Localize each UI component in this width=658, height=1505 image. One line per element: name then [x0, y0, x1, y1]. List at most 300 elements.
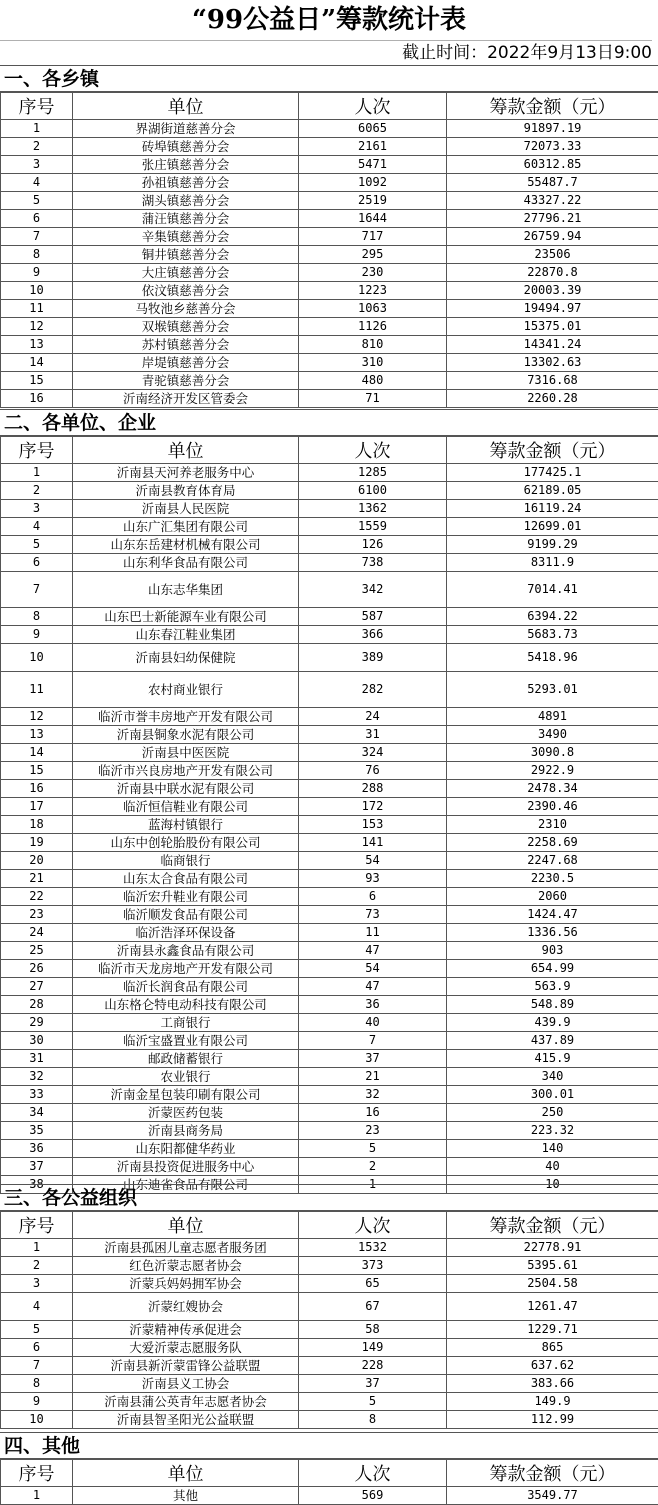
row-count: 54 [299, 852, 447, 870]
table-row [1, 174, 658, 192]
row-count: 228 [299, 1357, 447, 1375]
row-amount: 22778.91 [447, 1239, 658, 1257]
row-unit: 沂南县铜象水泥有限公司 [73, 726, 299, 744]
row-unit: 沂南县教育体育局 [73, 482, 299, 500]
row-amount: 2310 [447, 816, 658, 834]
row-count: 373 [299, 1257, 447, 1275]
table-row [1, 1339, 658, 1357]
row-amount: 1261.47 [447, 1293, 658, 1321]
table-row [1, 210, 658, 228]
table-row [1, 318, 658, 336]
row-unit: 青驼镇慈善分会 [73, 372, 299, 390]
row-no: 3 [1, 156, 73, 174]
row-no: 25 [1, 942, 73, 960]
table-row [1, 518, 658, 536]
row-count: 141 [299, 834, 447, 852]
row-no: 6 [1, 210, 73, 228]
table-row [1, 780, 658, 798]
row-no: 7 [1, 228, 73, 246]
table-row [1, 464, 658, 482]
row-unit: 双堠镇慈善分会 [73, 318, 299, 336]
row-unit: 沂南县永鑫食品有限公司 [73, 942, 299, 960]
row-unit: 山东太合食品有限公司 [73, 870, 299, 888]
row-amount: 2060 [447, 888, 658, 906]
row-amount: 91897.19 [447, 120, 658, 138]
row-amount: 2230.5 [447, 870, 658, 888]
row-count: 288 [299, 780, 447, 798]
row-no: 10 [1, 1411, 73, 1429]
row-amount: 23506 [447, 246, 658, 264]
row-amount: 865 [447, 1339, 658, 1357]
data-table [0, 436, 658, 1194]
table-row [1, 228, 658, 246]
row-unit: 临沂宝盛置业有限公司 [73, 1032, 299, 1050]
row-no: 22 [1, 888, 73, 906]
header-row [1, 1460, 658, 1487]
row-unit: 临沂浩泽环保设备 [73, 924, 299, 942]
row-unit: 沂南金星包装印刷有限公司 [73, 1086, 299, 1104]
row-amount: 1229.71 [447, 1321, 658, 1339]
row-count: 1285 [299, 464, 447, 482]
header-row [1, 93, 658, 120]
table-row [1, 608, 658, 626]
row-unit: 岸堤镇慈善分会 [73, 354, 299, 372]
row-no: 35 [1, 1122, 73, 1140]
row-unit: 临沂宏升鞋业有限公司 [73, 888, 299, 906]
row-unit: 临商银行 [73, 852, 299, 870]
header-row [1, 437, 658, 464]
row-count: 6100 [299, 482, 447, 500]
table-row [1, 852, 658, 870]
row-no: 15 [1, 372, 73, 390]
row-no: 13 [1, 726, 73, 744]
row-no: 9 [1, 264, 73, 282]
row-count: 282 [299, 672, 447, 708]
row-no: 3 [1, 1275, 73, 1293]
table-row [1, 536, 658, 554]
row-unit: 大爱沂蒙志愿服务队 [73, 1339, 299, 1357]
section-title: 一、各乡镇 [0, 66, 658, 92]
row-amount: 903 [447, 942, 658, 960]
row-unit: 山东中创轮胎股份有限公司 [73, 834, 299, 852]
row-count: 6065 [299, 120, 447, 138]
table-row [1, 816, 658, 834]
row-no: 1 [1, 1487, 73, 1505]
row-amount: 2922.9 [447, 762, 658, 780]
row-amount: 2504.58 [447, 1275, 658, 1293]
row-count: 810 [299, 336, 447, 354]
row-amount: 13302.63 [447, 354, 658, 372]
row-amount: 548.89 [447, 996, 658, 1014]
row-amount: 149.9 [447, 1393, 658, 1411]
row-amount: 14341.24 [447, 336, 658, 354]
row-count: 6 [299, 888, 447, 906]
row-unit: 临沂市兴良房地产开发有限公司 [73, 762, 299, 780]
row-no: 29 [1, 1014, 73, 1032]
row-unit: 沂南县蒲公英青年志愿者协会 [73, 1393, 299, 1411]
row-no: 27 [1, 978, 73, 996]
table-row [1, 834, 658, 852]
header-count: 人次 [299, 437, 447, 464]
row-unit: 张庄镇慈善分会 [73, 156, 299, 174]
table-row [1, 1068, 658, 1086]
row-amount: 5395.61 [447, 1257, 658, 1275]
row-amount: 26759.94 [447, 228, 658, 246]
row-unit: 沂南县天河养老服务中心 [73, 464, 299, 482]
row-count: 58 [299, 1321, 447, 1339]
row-no: 1 [1, 464, 73, 482]
row-count: 153 [299, 816, 447, 834]
row-no: 6 [1, 1339, 73, 1357]
row-unit: 沂南县义工协会 [73, 1375, 299, 1393]
row-unit: 红色沂蒙志愿者协会 [73, 1257, 299, 1275]
row-unit: 沂南县智圣阳光公益联盟 [73, 1411, 299, 1429]
row-amount: 2260.28 [447, 390, 658, 408]
table-row [1, 1050, 658, 1068]
row-amount: 5683.73 [447, 626, 658, 644]
header-amount: 筹款金额（元） [447, 93, 658, 120]
row-count: 1532 [299, 1239, 447, 1257]
row-unit: 沂蒙兵妈妈拥军协会 [73, 1275, 299, 1293]
row-unit: 苏村镇慈善分会 [73, 336, 299, 354]
row-amount: 72073.33 [447, 138, 658, 156]
row-amount: 43327.22 [447, 192, 658, 210]
row-count: 1559 [299, 518, 447, 536]
table-row [1, 554, 658, 572]
row-count: 31 [299, 726, 447, 744]
section-enterprises [0, 409, 658, 1194]
row-unit: 沂南经济开发区管委会 [73, 390, 299, 408]
row-unit: 沂南县商务局 [73, 1122, 299, 1140]
table-row [1, 336, 658, 354]
row-no: 2 [1, 1257, 73, 1275]
table-row [1, 708, 658, 726]
row-no: 5 [1, 536, 73, 554]
row-unit: 农村商业银行 [73, 672, 299, 708]
header-count: 人次 [299, 93, 447, 120]
data-table [0, 1459, 658, 1505]
row-no: 11 [1, 300, 73, 318]
row-no: 6 [1, 554, 73, 572]
row-no: 9 [1, 1393, 73, 1411]
row-amount: 4891 [447, 708, 658, 726]
row-no: 28 [1, 996, 73, 1014]
table-row [1, 906, 658, 924]
section-towns [0, 65, 658, 408]
table-row [1, 156, 658, 174]
row-count: 47 [299, 942, 447, 960]
row-no: 31 [1, 1050, 73, 1068]
row-count: 5 [299, 1140, 447, 1158]
row-count: 40 [299, 1014, 447, 1032]
table-row [1, 1411, 658, 1429]
row-unit: 沂南县妇幼保健院 [73, 644, 299, 672]
row-no: 8 [1, 246, 73, 264]
header-amount: 筹款金额（元） [447, 1212, 658, 1239]
table-row [1, 744, 658, 762]
table-row [1, 1357, 658, 1375]
row-amount: 62189.05 [447, 482, 658, 500]
table-row [1, 798, 658, 816]
table-row [1, 390, 658, 408]
table-row [1, 192, 658, 210]
row-count: 1 [299, 1176, 447, 1194]
row-no: 11 [1, 672, 73, 708]
data-table [0, 92, 658, 408]
row-unit: 临沂恒信鞋业有限公司 [73, 798, 299, 816]
row-count: 37 [299, 1375, 447, 1393]
row-unit: 沂南县孤困儿童志愿者服务团 [73, 1239, 299, 1257]
table-row [1, 1393, 658, 1411]
table-row [1, 870, 658, 888]
row-amount: 140 [447, 1140, 658, 1158]
header-unit: 单位 [73, 93, 299, 120]
header-amount: 筹款金额（元） [447, 1460, 658, 1487]
row-unit: 临沂市天龙房地产开发有限公司 [73, 960, 299, 978]
row-count: 717 [299, 228, 447, 246]
table-row [1, 644, 658, 672]
row-count: 54 [299, 960, 447, 978]
section-title: 三、各公益组织 [0, 1185, 658, 1211]
row-count: 1362 [299, 500, 447, 518]
row-unit: 沂蒙红嫂协会 [73, 1293, 299, 1321]
row-no: 7 [1, 572, 73, 608]
table-row [1, 960, 658, 978]
row-no: 34 [1, 1104, 73, 1122]
header-count: 人次 [299, 1460, 447, 1487]
row-no: 13 [1, 336, 73, 354]
row-no: 16 [1, 390, 73, 408]
row-no: 36 [1, 1140, 73, 1158]
header-unit: 单位 [73, 437, 299, 464]
row-count: 569 [299, 1487, 447, 1505]
table-row [1, 1086, 658, 1104]
row-amount: 27796.21 [447, 210, 658, 228]
row-amount: 439.9 [447, 1014, 658, 1032]
table-row [1, 1014, 658, 1032]
row-count: 389 [299, 644, 447, 672]
header-unit: 单位 [73, 1460, 299, 1487]
row-unit: 蒲汪镇慈善分会 [73, 210, 299, 228]
section-other [0, 1432, 658, 1505]
row-count: 1223 [299, 282, 447, 300]
row-count: 23 [299, 1122, 447, 1140]
row-unit: 铜井镇慈善分会 [73, 246, 299, 264]
row-amount: 5418.96 [447, 644, 658, 672]
row-amount: 55487.7 [447, 174, 658, 192]
table-row [1, 762, 658, 780]
row-count: 71 [299, 390, 447, 408]
row-no: 10 [1, 282, 73, 300]
row-amount: 654.99 [447, 960, 658, 978]
row-unit: 山东利华食品有限公司 [73, 554, 299, 572]
row-no: 24 [1, 924, 73, 942]
row-no: 1 [1, 120, 73, 138]
row-no: 3 [1, 500, 73, 518]
row-count: 21 [299, 1068, 447, 1086]
row-count: 65 [299, 1275, 447, 1293]
header-count: 人次 [299, 1212, 447, 1239]
row-count: 366 [299, 626, 447, 644]
row-unit: 蓝海村镇银行 [73, 816, 299, 834]
table-row [1, 120, 658, 138]
row-count: 480 [299, 372, 447, 390]
row-no: 2 [1, 482, 73, 500]
row-count: 1092 [299, 174, 447, 192]
row-count: 73 [299, 906, 447, 924]
row-unit: 孙祖镇慈善分会 [73, 174, 299, 192]
row-no: 20 [1, 852, 73, 870]
row-count: 295 [299, 246, 447, 264]
row-amount: 2247.68 [447, 852, 658, 870]
row-no: 21 [1, 870, 73, 888]
table-row [1, 1375, 658, 1393]
header-no: 序号 [1, 93, 73, 120]
row-amount: 6394.22 [447, 608, 658, 626]
row-amount: 112.99 [447, 1411, 658, 1429]
row-unit: 湖头镇慈善分会 [73, 192, 299, 210]
row-unit: 山东迪雀食品有限公司 [73, 1176, 299, 1194]
table-row [1, 572, 658, 608]
row-no: 30 [1, 1032, 73, 1050]
row-amount: 340 [447, 1068, 658, 1086]
row-amount: 7014.41 [447, 572, 658, 608]
row-amount: 3549.77 [447, 1487, 658, 1505]
row-unit: 沂南县中医医院 [73, 744, 299, 762]
row-unit: 临沂顺发食品有限公司 [73, 906, 299, 924]
row-amount: 40 [447, 1158, 658, 1176]
row-no: 10 [1, 644, 73, 672]
row-no: 15 [1, 762, 73, 780]
table-row [1, 1321, 658, 1339]
row-count: 5 [299, 1393, 447, 1411]
row-count: 67 [299, 1293, 447, 1321]
row-no: 18 [1, 816, 73, 834]
row-amount: 223.32 [447, 1122, 658, 1140]
row-count: 8 [299, 1411, 447, 1429]
row-count: 738 [299, 554, 447, 572]
row-no: 5 [1, 1321, 73, 1339]
row-no: 37 [1, 1158, 73, 1176]
row-no: 19 [1, 834, 73, 852]
table-row [1, 942, 658, 960]
row-count: 342 [299, 572, 447, 608]
row-no: 14 [1, 744, 73, 762]
row-amount: 12699.01 [447, 518, 658, 536]
table-row [1, 264, 658, 282]
row-unit: 工商银行 [73, 1014, 299, 1032]
row-amount: 15375.01 [447, 318, 658, 336]
row-count: 5471 [299, 156, 447, 174]
row-count: 324 [299, 744, 447, 762]
row-no: 23 [1, 906, 73, 924]
row-count: 47 [299, 978, 447, 996]
row-count: 230 [299, 264, 447, 282]
row-unit: 农业银行 [73, 1068, 299, 1086]
row-no: 26 [1, 960, 73, 978]
row-amount: 3490 [447, 726, 658, 744]
header-unit: 单位 [73, 1212, 299, 1239]
data-table [0, 1211, 658, 1429]
table-row [1, 1158, 658, 1176]
row-amount: 7316.68 [447, 372, 658, 390]
row-count: 1644 [299, 210, 447, 228]
row-amount: 437.89 [447, 1032, 658, 1050]
row-amount: 60312.85 [447, 156, 658, 174]
row-amount: 300.01 [447, 1086, 658, 1104]
table-row [1, 726, 658, 744]
row-count: 76 [299, 762, 447, 780]
row-count: 126 [299, 536, 447, 554]
section-title: 四、其他 [0, 1433, 658, 1459]
row-amount: 2258.69 [447, 834, 658, 852]
section-title: 二、各单位、企业 [0, 410, 658, 436]
row-no: 1 [1, 1239, 73, 1257]
table-row [1, 1293, 658, 1321]
row-amount: 3090.8 [447, 744, 658, 762]
row-unit: 沂南县新沂蒙雷锋公益联盟 [73, 1357, 299, 1375]
row-no: 8 [1, 608, 73, 626]
row-no: 17 [1, 798, 73, 816]
row-no: 4 [1, 1293, 73, 1321]
row-unit: 依汶镇慈善分会 [73, 282, 299, 300]
table-row [1, 672, 658, 708]
table-row [1, 1140, 658, 1158]
table-row [1, 1257, 658, 1275]
table-row [1, 1239, 658, 1257]
row-amount: 1424.47 [447, 906, 658, 924]
table-row [1, 1104, 658, 1122]
row-count: 310 [299, 354, 447, 372]
row-amount: 8311.9 [447, 554, 658, 572]
row-no: 33 [1, 1086, 73, 1104]
row-count: 2161 [299, 138, 447, 156]
row-count: 1063 [299, 300, 447, 318]
row-no: 16 [1, 780, 73, 798]
row-count: 24 [299, 708, 447, 726]
table-row [1, 482, 658, 500]
row-amount: 2478.34 [447, 780, 658, 798]
row-unit: 沂蒙精神传承促进会 [73, 1321, 299, 1339]
row-amount: 16119.24 [447, 500, 658, 518]
table-row [1, 978, 658, 996]
row-no: 38 [1, 1176, 73, 1194]
row-amount: 1336.56 [447, 924, 658, 942]
row-unit: 邮政储蓄银行 [73, 1050, 299, 1068]
header-amount: 筹款金额（元） [447, 437, 658, 464]
header-row [1, 1212, 658, 1239]
table-row [1, 888, 658, 906]
row-no: 14 [1, 354, 73, 372]
row-count: 16 [299, 1104, 447, 1122]
row-count: 1126 [299, 318, 447, 336]
row-amount: 19494.97 [447, 300, 658, 318]
table-row [1, 626, 658, 644]
row-count: 37 [299, 1050, 447, 1068]
cutoff-time: 截止时间：2022年9月13日9:00 [0, 40, 652, 65]
row-count: 93 [299, 870, 447, 888]
row-no: 4 [1, 174, 73, 192]
row-no: 8 [1, 1375, 73, 1393]
table-row [1, 500, 658, 518]
row-count: 587 [299, 608, 447, 626]
row-no: 12 [1, 318, 73, 336]
row-no: 4 [1, 518, 73, 536]
row-amount: 383.66 [447, 1375, 658, 1393]
row-count: 172 [299, 798, 447, 816]
row-unit: 沂蒙医药包装 [73, 1104, 299, 1122]
row-amount: 22870.8 [447, 264, 658, 282]
